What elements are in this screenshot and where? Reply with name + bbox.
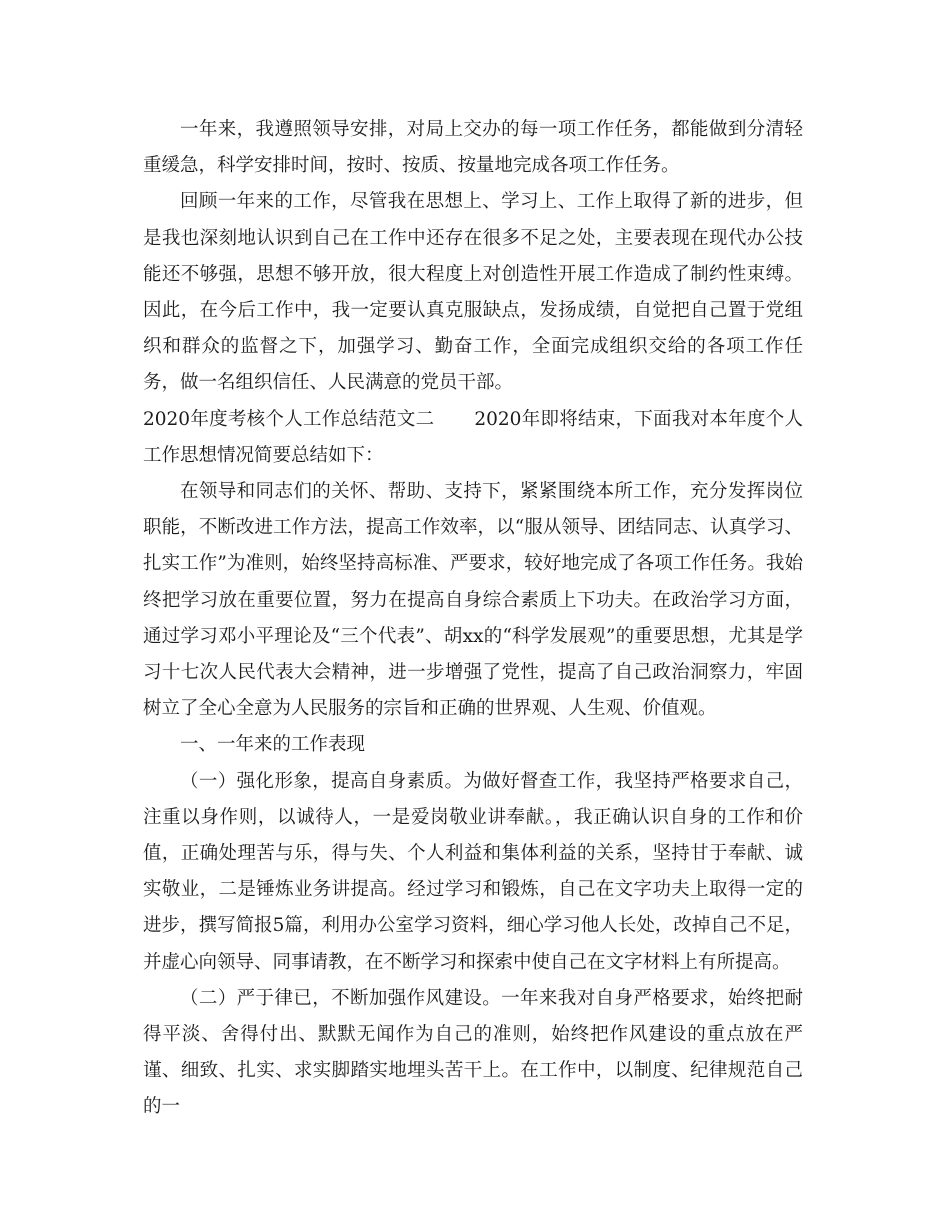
section-heading-paragraph [143, 402, 803, 474]
paragraph-1: 一年来，我遵照领导安排，对局上交办的每一项工作任务，都能做到分清轻重缓急，科学安排时间，按时、按质、按量地完成各项工作任务。 [143, 119, 803, 177]
paragraph-3: 在领导和同志们的关怀、帮助、支持下，紧紧围绕本所工作，充分发挥岗位职能，不断改进工作方法，提高工作效率，以“服从领导、团结同志、认真学习、扎实工作”为准则，始终坚持高标准、严要求，较好地完成了各项工作任务。我始终把学习放在重要位置，努力在提高自身综合素质上下功夫。在政治学习方面，通过学习邓小平理论及“三个代表”、胡xx的“科学发展观”的重要思想，尤其是学习十七次人民代表大会精神，进一步增强了党性，提高了自己政治洞察力，牢固树立了全心全意为人民服务的宗旨和正确的世界观、人生观、价值观。 [143, 481, 803, 720]
section-intro: 2020年即将结束，下面我对本年度个人工作思想情况简要总结如下： [143, 408, 803, 466]
paragraph-5: （二）严于律已，不断加强作风建设。一年来我对自身严格要求，始终把耐得平淡、舍得付出、默默无闻作为自己的准则，始终把作风建设的重点放在严谨、细致、扎实、求实脚踏实地埋头苦干上。在工作中，以制度、纪律规范自己的一 [143, 987, 803, 1118]
paragraph-2: 回顾一年来的工作，尽管我在思想上、学习上、工作上取得了新的进步，但是我也深刻地认识到自己在工作中还存在很多不足之处，主要表现在现代办公技能还不够强，思想不够开放，很大程度上对创造性开展工作造成了制约性束缚。因此，在今后工作中，我一定要认真克服缺点，发扬成绩，自觉把自己置于党组织和群众的监督之下，加强学习、勤奋工作，全面完成组织交给的各项工作任务，做一名组织信任、人民满意的党员干部。 [143, 191, 803, 394]
paragraph-4: （一）强化形象，提高自身素质。为做好督查工作，我坚持严格要求自己，注重以身作则，以诚待人，一是爱岗敬业讲奉献。，我正确认识自身的工作和价值，正确处理苦与乐，得与失、个人利益和集体利益的关系，坚持甘于奉献、诚实敬业，二是锤炼业务讲提高。经过学习和锻炼，自己在文字功夫上取得一定的进步，撰写简报5篇，利用办公室学习资料，细心学习他人长处，改掉自己不足，并虚心向领导、同事请教，在不断学习和探索中使自己在文字材料上有所提高。 [143, 770, 803, 973]
document-page [143, 112, 803, 1126]
subheading-work-performance: 一、一年来的工作表现 [180, 734, 366, 756]
section-title: 2020年度考核个人工作总结范文二 [143, 408, 435, 430]
